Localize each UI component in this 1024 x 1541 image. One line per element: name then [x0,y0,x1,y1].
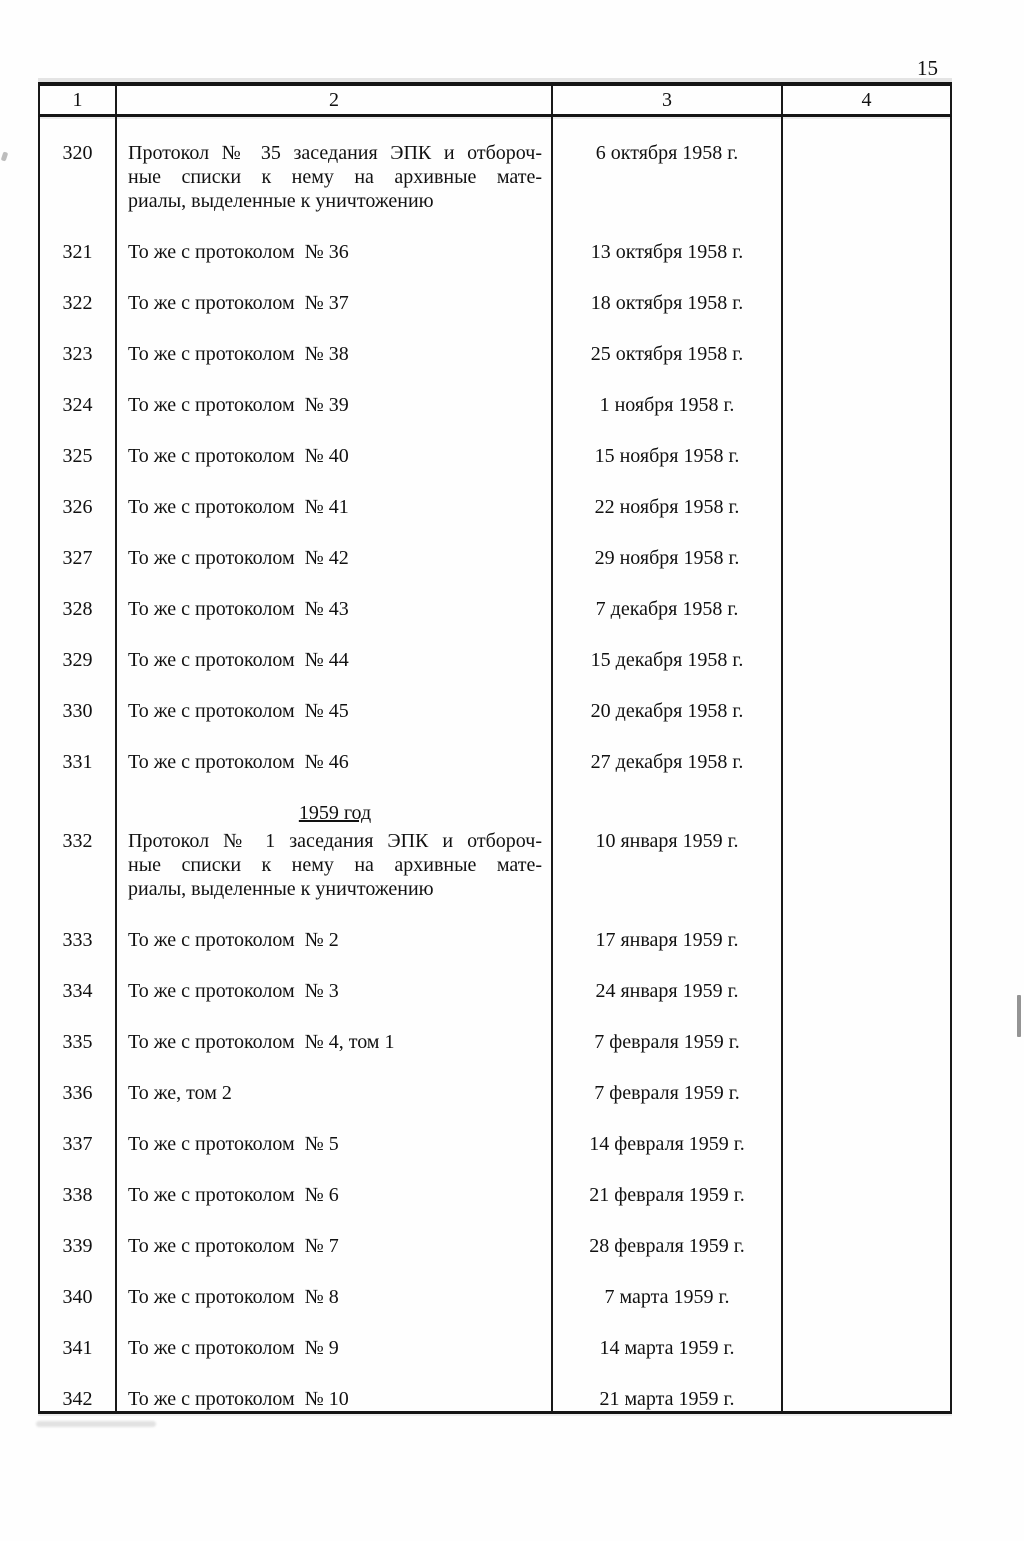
description-cell [117,1285,553,1336]
description-line: риалы, выделенные к уничтожению [128,190,434,212]
notes-cell [783,750,950,801]
notes-cell [783,1285,950,1336]
description-cell [117,1234,553,1285]
date-cell [553,597,783,648]
notes-cell [783,801,950,928]
table-row [40,1132,950,1183]
description-line: То же с протоколом № 45 [128,700,349,722]
notes-cell [783,1030,950,1081]
row-number-cell: 342 [40,1387,117,1411]
table-row [40,1030,950,1081]
date-text: 14 февраля 1959 г. [589,1133,745,1155]
row-number-cell: 325 [40,444,117,495]
archive-inventory-table [38,82,952,1414]
row-number-cell: 334 [40,979,117,1030]
notes-cell [783,1234,950,1285]
table-row [40,240,950,291]
page-number: 15 [917,56,938,80]
description-cell [117,1030,553,1081]
description-cell [117,444,553,495]
date-text: 27 декабря 1958 г. [590,751,744,773]
date-text: 15 декабря 1958 г. [590,649,744,671]
description-line: Протокол № 35 заседания ЭПК и отбороч- [128,142,542,164]
table-row [40,801,950,928]
notes-cell [783,291,950,342]
table-row [40,1081,950,1132]
date-text: 1 ноября 1958 г. [599,394,735,416]
description-line: То же с протоколом № 9 [128,1337,339,1359]
notes-cell [783,1132,950,1183]
date-cell [553,648,783,699]
notes-cell [783,117,950,240]
row-number-cell: 332 [40,801,117,928]
description-cell [117,801,553,928]
notes-cell [783,495,950,546]
date-text: 7 марта 1959 г. [604,1286,730,1308]
date-cell [553,291,783,342]
date-text: 10 января 1959 г. [595,830,739,852]
notes-cell [783,342,950,393]
table-row [40,1183,950,1234]
table-row [40,750,950,801]
notes-cell [783,240,950,291]
table-row [40,699,950,750]
row-number-cell: 322 [40,291,117,342]
date-text: 7 февраля 1959 г. [594,1082,740,1104]
row-number-cell: 333 [40,928,117,979]
table-row [40,1234,950,1285]
description-line: ные списки к нему на архивные мате- [128,166,542,188]
description-cell [117,240,553,291]
date-cell [553,1234,783,1285]
description-line: То же с протоколом № 6 [128,1184,339,1206]
table-row [40,1336,950,1387]
description-cell [117,597,553,648]
description-line: То же с протоколом № 41 [128,496,349,518]
description-line: То же с протоколом № 42 [128,547,349,569]
row-number-cell: 340 [40,1285,117,1336]
description-cell [117,1132,553,1183]
date-cell [553,1183,783,1234]
date-cell [553,444,783,495]
description-line: То же с протоколом № 39 [128,394,349,416]
description-line: То же с протоколом № 44 [128,649,349,671]
date-text: 25 октября 1958 г. [590,343,744,365]
row-number-cell: 328 [40,597,117,648]
date-cell [553,1132,783,1183]
description-cell [117,979,553,1030]
date-cell [553,117,783,240]
notes-cell [783,546,950,597]
date-text: 20 декабря 1958 г. [590,700,744,722]
date-cell [553,750,783,801]
notes-cell [783,444,950,495]
description-line: То же с протоколом № 38 [128,343,349,365]
date-text: 14 марта 1959 г. [599,1337,735,1359]
date-text: 24 января 1959 г. [595,980,739,1002]
date-cell [553,393,783,444]
description-line: То же с протоколом № 10 [128,1388,349,1410]
notes-cell [783,1336,950,1387]
row-number-cell: 323 [40,342,117,393]
notes-cell [783,1183,950,1234]
row-number-cell: 324 [40,393,117,444]
table-row [40,1285,950,1336]
row-number-cell: 326 [40,495,117,546]
date-cell [553,979,783,1030]
date-text: 21 февраля 1959 г. [589,1184,745,1206]
date-cell [553,699,783,750]
notes-cell [783,699,950,750]
description-line: То же с протоколом № 46 [128,751,349,773]
date-text: 13 октября 1958 г. [590,241,744,263]
description-cell [117,750,553,801]
description-line: ные списки к нему на архивные мате- [128,854,542,876]
date-cell [553,1336,783,1387]
table-row [40,393,950,444]
description-cell [117,342,553,393]
date-cell [553,342,783,393]
notes-cell [783,979,950,1030]
description-cell [117,928,553,979]
table-row [40,1387,950,1411]
description-line: То же с протоколом № 7 [128,1235,339,1257]
date-text: 29 ноября 1958 г. [594,547,740,569]
notes-cell [783,928,950,979]
date-cell [553,1285,783,1336]
scan-dash-artifact [1017,995,1021,1037]
row-number-cell: 329 [40,648,117,699]
table-row [40,342,950,393]
row-number-cell: 338 [40,1183,117,1234]
table-body [38,117,952,1414]
notes-cell [783,597,950,648]
description-line: То же с протоколом № 40 [128,445,349,467]
notes-cell [783,648,950,699]
year-section-heading: 1959 год [298,802,372,824]
description-line: То же с протоколом № 4, том 1 [128,1031,395,1053]
row-number-cell: 341 [40,1336,117,1387]
date-text: 17 января 1959 г. [595,929,739,951]
scan-smudge-artifact [36,1421,156,1427]
notes-cell [783,393,950,444]
date-text: 15 ноября 1958 г. [594,445,740,467]
column-header-3: 3 [553,86,783,114]
description-cell [117,1336,553,1387]
date-text: 21 марта 1959 г. [599,1388,735,1410]
row-number-cell: 321 [40,240,117,291]
description-line: То же с протоколом № 2 [128,929,339,951]
description-cell [117,1081,553,1132]
description-line: То же с протоколом № 43 [128,598,349,620]
table-row [40,648,950,699]
date-cell [553,801,783,928]
table-row [40,597,950,648]
description-line: Протокол № 1 заседания ЭПК и отбороч- [128,830,542,852]
row-number-cell: 330 [40,699,117,750]
table-row [40,979,950,1030]
row-number-cell: 320 [40,117,117,240]
table-row [40,444,950,495]
description-cell [117,291,553,342]
description-cell [117,699,553,750]
table-row [40,928,950,979]
date-text: 18 октября 1958 г. [590,292,744,314]
notes-cell [783,1081,950,1132]
date-cell [553,495,783,546]
scan-speck-artifact [1,151,9,161]
date-cell [553,546,783,597]
description-line: То же, том 2 [128,1082,232,1104]
description-cell [117,393,553,444]
description-line: То же с протоколом № 5 [128,1133,339,1155]
row-number-cell: 339 [40,1234,117,1285]
description-line: риалы, выделенные к уничтожению [128,878,434,900]
table-header-row [38,82,952,117]
table-row [40,117,950,240]
date-text: 28 февраля 1959 г. [589,1235,745,1257]
table-row [40,546,950,597]
date-cell [553,1081,783,1132]
description-line: То же с протоколом № 8 [128,1286,339,1308]
row-number-cell: 331 [40,750,117,801]
date-text: 7 февраля 1959 г. [594,1031,740,1053]
date-cell [553,240,783,291]
row-number-cell: 337 [40,1132,117,1183]
description-line: То же с протоколом № 37 [128,292,349,314]
description-cell [117,495,553,546]
date-cell [553,928,783,979]
description-line: То же с протоколом № 36 [128,241,349,263]
row-number-cell: 335 [40,1030,117,1081]
date-cell [553,1030,783,1081]
description-cell [117,1387,553,1411]
column-header-1: 1 [40,86,117,114]
description-cell [117,648,553,699]
date-cell [553,1387,783,1411]
description-cell [117,117,553,240]
column-header-2: 2 [117,86,553,114]
date-text: 6 октября 1958 г. [595,142,739,164]
row-number-cell: 336 [40,1081,117,1132]
notes-cell [783,1387,950,1411]
date-text: 7 декабря 1958 г. [595,598,739,620]
table-row [40,495,950,546]
table-row [40,291,950,342]
description-line: То же с протоколом № 3 [128,980,339,1002]
row-number-cell: 327 [40,546,117,597]
description-cell [117,546,553,597]
description-cell [117,1183,553,1234]
column-header-4: 4 [861,89,872,111]
date-text: 22 ноября 1958 г. [594,496,740,518]
